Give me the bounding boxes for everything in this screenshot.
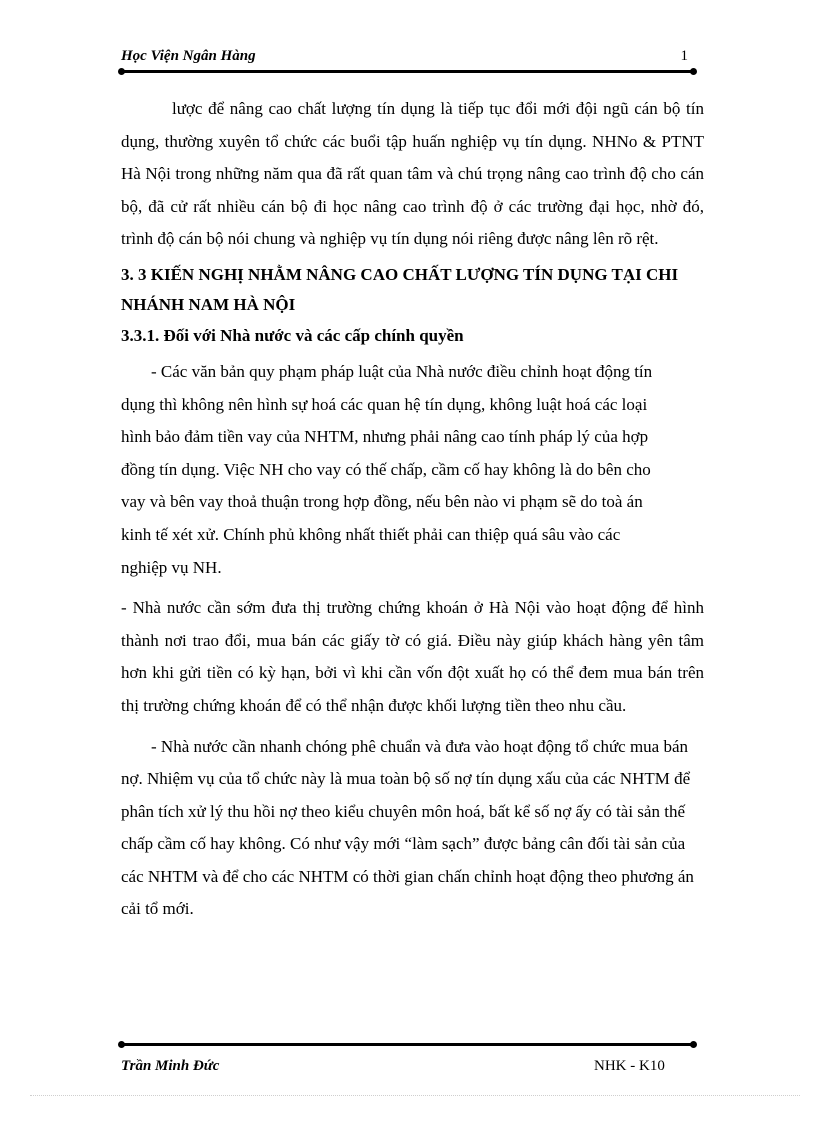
paragraph-1: lược để nâng cao chất lượng tín dụng là tiếp tục đổi mới đội ngũ cán bộ tín dụng, thường xuyên tổ chức các buổi tập huấn nghiệp vụ tín dụng. NHNo & PTNT Hà Nội trong những năm qua đã rất quan tâm và chú trọng nâng cao trình độ cho cán bộ, đã cử rất nhiều cán bộ đi học nâng cao trình độ ở các trường đại học, nhờ đó, trình độ cán bộ nói chung và nghiệp vụ tín dụng nói riêng được nâng lên rõ rệt. bbox=[121, 99, 704, 249]
paragraph-2: - Các văn bản quy phạm pháp luật của Nhà nước điều chỉnh hoạt động tín dụng thì không nên hình sự hoá các quan hệ tín dụng, không luật hoá các loại hình bảo đảm tiền vay của NHTM, nhưng phải nâng cao tính pháp lý của hợp đồng tín dụng. Việc NH cho vay có thế chấp, cầm cố hay không là do bên cho vay và bên vay thoả thuận trong hợp đồng, nếu bên nào vi phạm sẽ do toà án kinh tế xét xử. Chính phủ không nhất thiết phải can thiệp quá sâu vào các nghiệp vụ NH. bbox=[121, 361, 653, 577]
footer-code: NHK - K10 bbox=[594, 1058, 665, 1074]
paragraph-4: - Nhà nước cần nhanh chóng phê chuẩn và đưa vào hoạt động tổ chức mua bán nợ. Nhiệm vụ của tổ chức này là mua toàn bộ số nợ tín dụng xấu của các NHTM để phân tích xử lý thu hồi nợ theo kiểu chuyên môn hoá, bất kể số nợ ấy có tài sản thế chấp cầm cố hay không. Có như vậy mới “làm sạch” được bảng cân đối tài sản của các NHTM và để cho các NHTM có thời gian chấn chỉnh hoạt động theo phương án cải tổ mới. bbox=[121, 736, 694, 919]
body-content bbox=[121, 93, 704, 926]
page-bottom-dotted-line bbox=[30, 1095, 800, 1096]
footer-rule bbox=[121, 1043, 694, 1046]
page-number: 1 bbox=[680, 48, 688, 64]
paragraph-3: - Nhà nước cần sớm đưa thị trường chứng khoán ở Hà Nội vào hoạt động để hình thành nơi trao đổi, mua bán các giấy tờ có giá. Điều này giúp khách hàng yên tâm hơn khi gửi tiền có kỳ hạn, bởi vì khi cần vốn đột xuất họ có thể đem mua bán trên thị trường chứng khoán để có thể nhận được khối lượng tiền theo nhu cầu. bbox=[121, 598, 704, 715]
header-title: Học Viện Ngân Hàng bbox=[121, 48, 256, 64]
subsection-heading: 3.3.1. Đối với Nhà nước và các cấp chính quyền bbox=[121, 325, 464, 345]
header-rule bbox=[121, 70, 694, 73]
footer-author: Trần Minh Đức bbox=[121, 1058, 220, 1074]
section-heading: 3. 3 KIẾN NGHỊ NHẰM NÂNG CAO CHẤT LƯỢNG TÍN DỤNG TẠI CHI NHÁNH NAM HÀ NỘI bbox=[121, 264, 679, 314]
